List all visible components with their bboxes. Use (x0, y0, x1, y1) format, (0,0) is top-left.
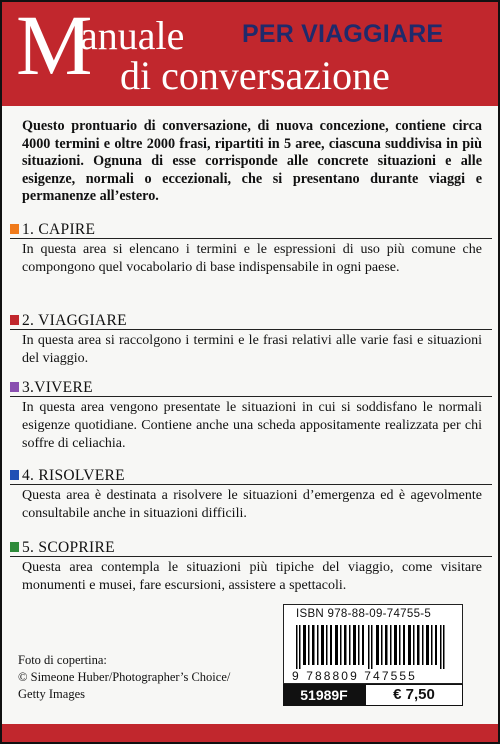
title-line-two: di conversazione (120, 53, 390, 98)
section-header (10, 538, 492, 557)
section-title: 5. SCOPRIRE (22, 539, 115, 556)
section-text: Questa area contempla le situazioni più tipiche del viaggio, come visitare monumenti e musei, fare escursioni, assistere a spettacoli. (22, 560, 482, 593)
title-band (2, 2, 498, 106)
barcode-panel (283, 604, 463, 684)
section-risolvere (10, 466, 492, 523)
title-word-manuale: anuale (80, 13, 185, 58)
blue-square-marker (10, 470, 19, 480)
section-header (10, 466, 492, 485)
section-title: 3.VIVERE (22, 379, 93, 396)
credit-line: © Simeone Huber/Photographer’s Choice/ (18, 670, 231, 684)
red-square-marker (10, 315, 19, 325)
purple-square-marker (10, 382, 19, 392)
green-square-marker (10, 542, 19, 552)
section-text: In questa area vengono presentate le situazioni in cui si soddisfano le normali esigenze quotidiane. Contiene anche una scheda appositamente realizzata per chi soffre di celiachia. (22, 400, 482, 451)
section-scoprire (10, 538, 492, 595)
isbn-label: ISBN 978-88-09-74755-5 (296, 608, 432, 620)
title-initial: M (16, 0, 93, 93)
intro-paragraph: Questo prontuario di conversazione, di nuova concezione, contiene circa 4000 termini e oltre 2000 frasi, ripartiti in 5 aree, ciascuna suddivisa in più situazioni. Ognuna di esse corrisponde alle concrete situazioni e alle esigenze, normali o eccezionali, che si presentano durante viaggi e permanenze all’estero. (22, 118, 482, 204)
section-capire (10, 220, 492, 277)
section-title: 1. CAPIRE (22, 221, 96, 238)
barcode-icon (294, 625, 454, 669)
section-divider (10, 238, 492, 239)
credit-line: Foto di copertina: (18, 653, 107, 667)
section-text: In questa area si raccolgono i termini e le frasi relativi alle varie fasi e situazioni del viaggio. (22, 333, 482, 366)
section-title: 2. VIAGGIARE (22, 312, 127, 329)
section-title: 4. RISOLVERE (22, 467, 125, 484)
price-label: € 7,50 (365, 684, 463, 706)
section-divider (10, 396, 492, 397)
section-header (10, 378, 492, 397)
bottom-band (2, 724, 498, 742)
barcode-digits: 9 788809 747555 (292, 669, 417, 683)
section-viaggiare (10, 311, 492, 368)
title-subtitle: PER VIAGGIARE (242, 20, 444, 48)
section-text: Questa area è destinata a risolvere le situazioni d’emergenza ed è agevolmente consultabile anche in situazioni difficili. (22, 488, 482, 521)
section-header (10, 220, 492, 239)
credit-line: Getty Images (18, 687, 85, 701)
photo-credit (18, 652, 268, 703)
section-text: In questa area si elencano i termini e le espressioni di uso più comune che compongono quel vocabolario di base indispensabile in ogni paese. (22, 242, 482, 275)
section-divider (10, 556, 492, 557)
section-divider (10, 484, 492, 485)
section-header (10, 311, 492, 330)
product-code: 51989F (283, 684, 365, 706)
section-vivere (10, 378, 492, 453)
section-divider (10, 329, 492, 330)
orange-square-marker (10, 224, 19, 234)
